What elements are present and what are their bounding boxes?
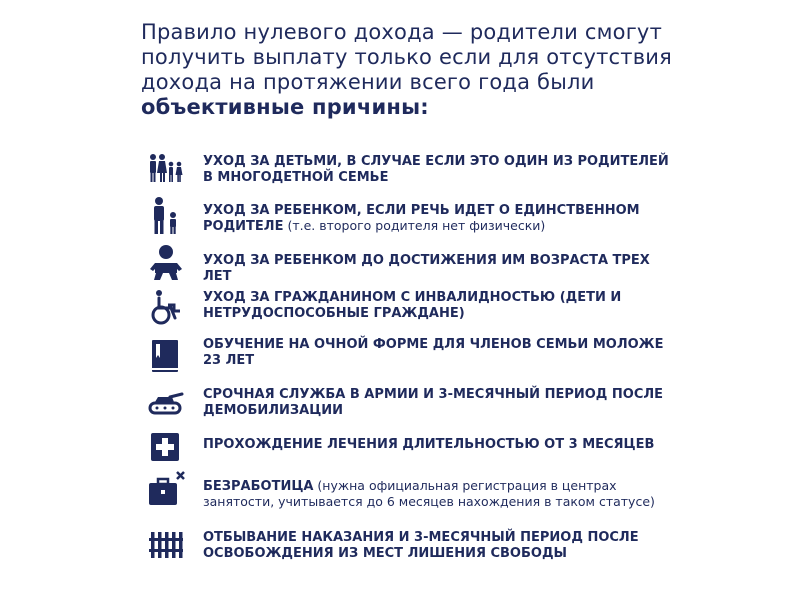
item-text: [203, 387, 673, 418]
book-icon: [146, 336, 186, 376]
item-title: ПРОХОЖДЕНИЕ ЛЕЧЕНИЯ ДЛИТЕЛЬНОСТЬЮ ОТ 3 МЕСЯЦЕВ: [203, 437, 655, 452]
item-text: [203, 478, 673, 510]
medical-cross-icon: [146, 428, 186, 468]
item-title: УХОД ЗА ГРАЖДАНИНОМ С ИНВАЛИДНОСТЬЮ (ДЕТИ И НЕТРУДОСПОСОБНЫЕ ГРАЖДАНЕ): [203, 290, 622, 321]
item-title: УХОД ЗА РЕБЕНКОМ ДО ДОСТИЖЕНИЯ ИМ ВОЗРАСТА ТРЕХ ЛЕТ: [203, 253, 650, 284]
item-text: [203, 154, 673, 185]
page-heading: [141, 20, 681, 120]
tank-icon: [146, 381, 186, 421]
item-text: [203, 337, 673, 368]
item-text: [203, 253, 673, 284]
item-title: БЕЗРАБОТИЦА: [203, 479, 314, 494]
item-title: СРОЧНАЯ СЛУЖБА В АРМИИ И 3-МЕСЯЧНЫЙ ПЕРИОД ПОСЛЕ ДЕМОБИЛИЗАЦИИ: [203, 387, 664, 418]
item-text: [203, 203, 673, 234]
item-note: (нужна официальная регистрация в центрах занятости, учитывается до 6 месяцев нахождения в таком статусе): [203, 478, 655, 509]
item-text: [203, 436, 673, 452]
family-icon: [146, 152, 186, 192]
item-title: УХОД ЗА РЕБЕНКОМ, ЕСЛИ РЕЧЬ ИДЕТ О ЕДИНСТВЕННОМ РОДИТЕЛЕ: [203, 203, 640, 234]
item-text: [203, 290, 673, 321]
heading-intro: Правило нулевого дохода — родители смогут получить выплату только если для отсутствия дохода на протяжении всего года были: [141, 20, 672, 94]
parent-child-icon: [146, 196, 186, 236]
item-note: (т.е. второго родителя нет физически): [283, 218, 546, 233]
baby-icon: [146, 243, 186, 283]
briefcase-x-icon: [146, 468, 186, 508]
wheelchair-icon: [146, 287, 186, 327]
item-title: ОТБЫВАНИЕ НАКАЗАНИЯ И 3-МЕСЯЧНЫЙ ПЕРИОД ПОСЛЕ ОСВОБОЖДЕНИЯ ИЗ МЕСТ ЛИШЕНИЯ СВОБОДЫ: [203, 530, 639, 561]
heading-emphasis: объективные причины:: [141, 95, 429, 119]
item-title: УХОД ЗА ДЕТЬМИ, В СЛУЧАЕ ЕСЛИ ЭТО ОДИН ИЗ РОДИТЕЛЕЙ В МНОГОДЕТНОЙ СЕМЬЕ: [203, 154, 669, 185]
item-text: [203, 530, 673, 561]
fence-icon: [146, 524, 186, 564]
item-title: ОБУЧЕНИЕ НА ОЧНОЙ ФОРМЕ ДЛЯ ЧЛЕНОВ СЕМЬИ МОЛОЖЕ 23 ЛЕТ: [203, 337, 664, 368]
